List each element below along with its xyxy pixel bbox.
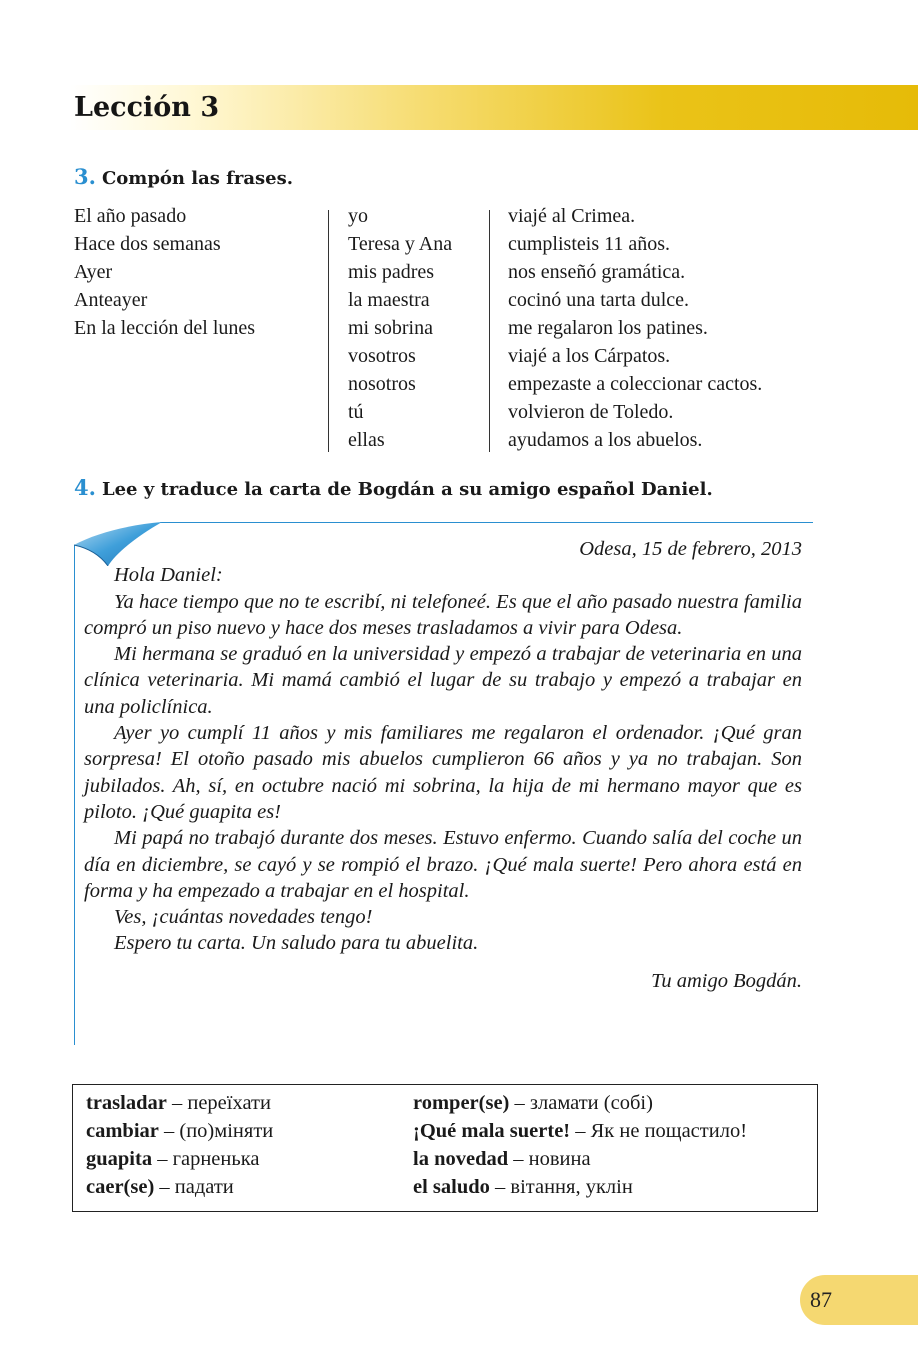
letter-paragraph: Mi papá no trabajó durante dos meses. Estuvo enfermo. Cuando salía del coche un día en diciembre, se cayó y se rompió el brazo. ¡Qué mala suerte! Pero ahora está en forma y ha empezado a trabajar en el hospital. — [84, 827, 802, 902]
subject: mi sobrina — [348, 317, 433, 339]
vocabulary-term: caer(se) — [86, 1176, 155, 1198]
predicate: me regalaron los patines. — [508, 317, 708, 339]
predicate: volvieron de Toledo. — [508, 401, 674, 423]
vocabulary-entry — [86, 1089, 273, 1117]
exercise-3-number: 3. — [74, 164, 96, 189]
exercise-4-heading — [74, 476, 713, 502]
vocabulary-term: el saludo — [413, 1176, 490, 1198]
vocabulary-entry — [413, 1117, 747, 1145]
vocabulary-translation: – зламати (собі) — [509, 1092, 653, 1114]
letter-top-border — [160, 522, 813, 523]
subject: la maestra — [348, 289, 430, 311]
letter-left-border — [74, 545, 75, 1045]
vocabulary-term: cambiar — [86, 1120, 159, 1142]
vocabulary-entry — [413, 1089, 747, 1117]
predicate: viajé al Crimea. — [508, 205, 636, 227]
subject: nosotros — [348, 373, 416, 395]
subject: vosotros — [348, 345, 416, 367]
vocabulary-term: trasladar — [86, 1092, 167, 1114]
vocabulary-entry — [86, 1145, 273, 1173]
predicate: nos enseñó gramática. — [508, 261, 686, 283]
vocabulary-entry — [413, 1145, 747, 1173]
predicate: ayudamos a los abuelos. — [508, 429, 703, 451]
letter-date: Odesa, 15 de febrero, 2013 — [579, 538, 802, 560]
vocabulary-term: la novedad — [413, 1148, 509, 1170]
letter-paragraph: Ves, ¡cuántas novedades tengo! — [114, 906, 373, 929]
subject: tú — [348, 401, 364, 423]
exercise-3-heading — [74, 165, 293, 191]
letter-greeting: Hola Daniel: — [114, 564, 223, 587]
time-expression: Anteayer — [74, 289, 148, 311]
vocabulary-translation: – переїхати — [166, 1092, 271, 1114]
sentence-column-predicate — [508, 202, 762, 454]
lesson-title: Lección 3 — [74, 92, 220, 123]
vocabulary-translation: – новина — [508, 1148, 591, 1170]
predicate: viajé a los Cárpatos. — [508, 345, 671, 367]
letter-paragraph: Ayer yo cumplí 11 años y mis familiares me regalaron el ordenador. ¡Qué gran sorpresa! El otoño pasado mis abuelos cumplieron 66 años y ya no trabajan. Son jubilados. Ah, sí, en octubre nació mi sobrina, la hija de mi hermano mayor que es piloto. ¡Qué guapita es! — [84, 722, 802, 823]
vocabulary-term: romper(se) — [413, 1092, 510, 1114]
exercise-4-instruction: Lee y traduce la carta de Bogdán a su amigo español Daniel. — [101, 479, 713, 500]
letter-paragraph: Espero tu carta. Un saludo para tu abuelita. — [114, 932, 479, 955]
predicate: empezaste a coleccionar cactos. — [508, 373, 763, 395]
subject: yo — [348, 205, 368, 227]
subject: ellas — [348, 429, 385, 451]
vocabulary-entry — [413, 1173, 747, 1201]
column-divider — [489, 210, 490, 452]
column-divider — [328, 210, 329, 452]
time-expression: El año pasado — [74, 205, 187, 227]
subject: Teresa y Ana — [348, 233, 453, 255]
vocabulary-translation: – падати — [154, 1176, 234, 1198]
vocabulary-translation: – Як не пощастило! — [570, 1120, 748, 1142]
time-expression: Hace dos semanas — [74, 233, 221, 255]
vocabulary-translation: – гарненька — [152, 1148, 260, 1170]
letter-paragraph: Mi hermana se graduó en la universidad y empezó a trabajar de veterinaria en una clínica veterinaria. Mi mamá cambió el lugar de su trabajo y empezó a trabajar en una policlínica. — [84, 643, 802, 718]
vocabulary-entry — [86, 1117, 273, 1145]
sentence-column-subject — [348, 202, 452, 454]
vocabulary-entry — [86, 1173, 273, 1201]
vocabulary-column-left — [86, 1089, 273, 1201]
subject: mis padres — [348, 261, 435, 283]
exercise-4-number: 4. — [74, 475, 96, 500]
time-expression: En la lección del lunes — [74, 317, 256, 339]
letter-signature: Tu amigo Bogdán. — [651, 969, 802, 992]
vocabulary-column-right — [413, 1089, 747, 1201]
vocabulary-translation: – (по)міняти — [158, 1120, 274, 1142]
sentence-column-time — [74, 202, 255, 342]
vocabulary-translation: – вітання, уклін — [489, 1176, 633, 1198]
predicate: cumplisteis 11 años. — [508, 233, 671, 255]
letter-paragraph: Ya hace tiempo que no te escribí, ni telefoneé. Es que el año pasado nuestra familia compró un piso nuevo y hace dos meses trasladamos a vivir para Odesa. — [84, 590, 802, 639]
predicate: cocinó una tarta dulce. — [508, 289, 690, 311]
vocabulary-term: guapita — [86, 1148, 153, 1170]
time-expression: Ayer — [74, 261, 113, 283]
vocabulary-term: ¡Qué mala suerte! — [413, 1120, 571, 1142]
exercise-3-instruction: Compón las frases. — [101, 168, 294, 189]
letter-body — [84, 536, 802, 994]
page-number: 87 — [810, 1287, 832, 1312]
